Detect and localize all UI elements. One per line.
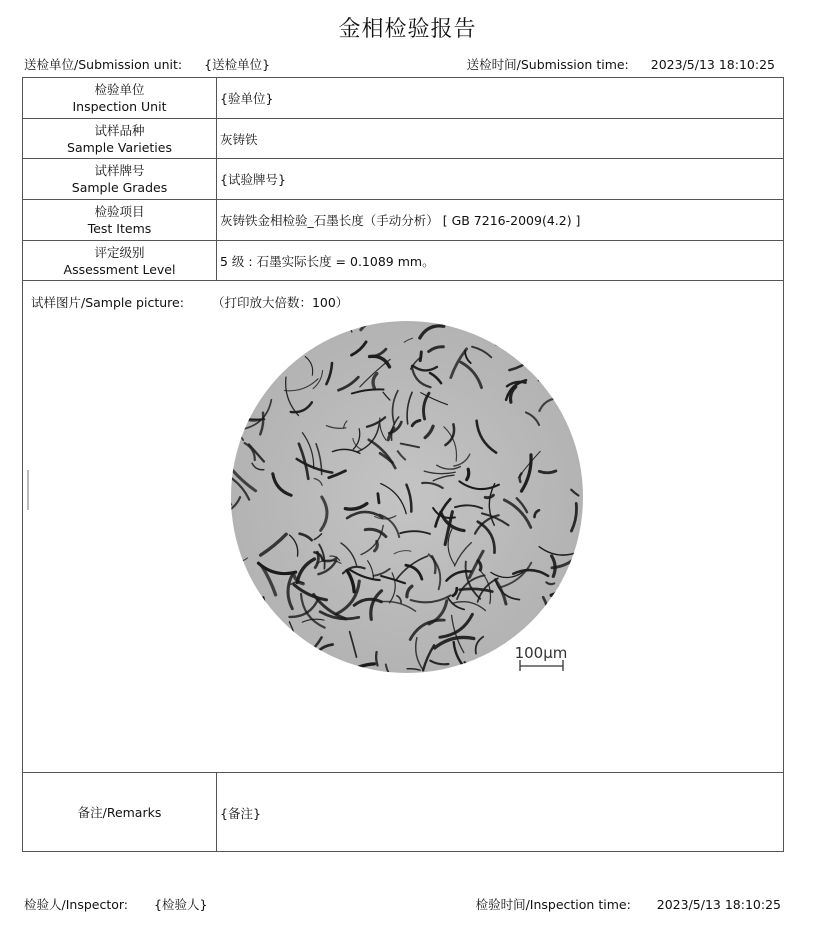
row-label-en: Sample Varieties bbox=[67, 139, 172, 155]
remarks-value: {备注} bbox=[220, 805, 261, 821]
row-label-en: Test Items bbox=[87, 221, 152, 236]
submission-time-value: 2023/5/13 18:10:25 bbox=[650, 57, 775, 72]
row-value: 灰铸铁 bbox=[220, 131, 258, 147]
row-label-en: Inspection Unit bbox=[72, 99, 167, 114]
row-label-cn: 试样品种 bbox=[94, 122, 145, 138]
row-inspection-unit bbox=[23, 78, 783, 119]
magnification-label: （打印放大倍数：100） bbox=[211, 295, 349, 310]
inspector bbox=[24, 895, 207, 913]
row-label-en: Assessment Level bbox=[63, 261, 176, 277]
remarks-label: 备注/Remarks bbox=[77, 805, 162, 820]
row-sample-varieties bbox=[23, 119, 783, 159]
row-value: {试验牌号} bbox=[220, 172, 286, 187]
sample-picture-header bbox=[31, 293, 348, 311]
submission-unit-label: 送检单位/Submission unit: bbox=[24, 57, 183, 72]
row-value: 灰铸铁金相检验_石墨长度（手动分析） [ GB 7216-2009(4.2) ] bbox=[220, 213, 581, 228]
row-value: {验单位} bbox=[220, 91, 274, 106]
submission-unit-value: {送检单位} bbox=[204, 57, 271, 72]
inspector-value: {检验人} bbox=[154, 897, 208, 912]
submission-unit bbox=[24, 55, 270, 73]
row-assessment-level bbox=[23, 241, 783, 281]
edge-mark bbox=[27, 470, 29, 510]
row-label-cn: 评定级别 bbox=[94, 244, 145, 260]
row-sample-grades bbox=[23, 159, 783, 200]
micrograph-image bbox=[230, 320, 590, 680]
sample-picture-label: 试样图片/Sample picture: bbox=[31, 295, 184, 310]
report-title: 金相检验报告 bbox=[338, 17, 477, 42]
inspector-label: 检验人/Inspector: bbox=[24, 897, 129, 912]
submission-time bbox=[467, 55, 775, 73]
inspection-time bbox=[476, 895, 781, 913]
row-label-cn: 试样牌号 bbox=[94, 163, 145, 178]
inspection-time-label: 检验时间/Inspection time: bbox=[475, 897, 631, 912]
scale-bar-label: 100μm bbox=[514, 644, 568, 662]
inspection-time-value: 2023/5/13 18:10:25 bbox=[656, 897, 781, 912]
row-remarks bbox=[23, 772, 783, 852]
row-label-en: Sample Grades bbox=[71, 180, 168, 195]
row-test-items bbox=[23, 200, 783, 241]
report-table bbox=[22, 77, 784, 852]
submission-time-label: 送检时间/Submission time: bbox=[466, 57, 629, 72]
row-label-cn: 检验单位 bbox=[94, 82, 145, 97]
row-value: 5 级 : 石墨实际长度 = 0.1089 mm。 bbox=[220, 253, 435, 269]
scale-bar bbox=[515, 644, 568, 671]
row-label-cn: 检验项目 bbox=[94, 204, 145, 219]
